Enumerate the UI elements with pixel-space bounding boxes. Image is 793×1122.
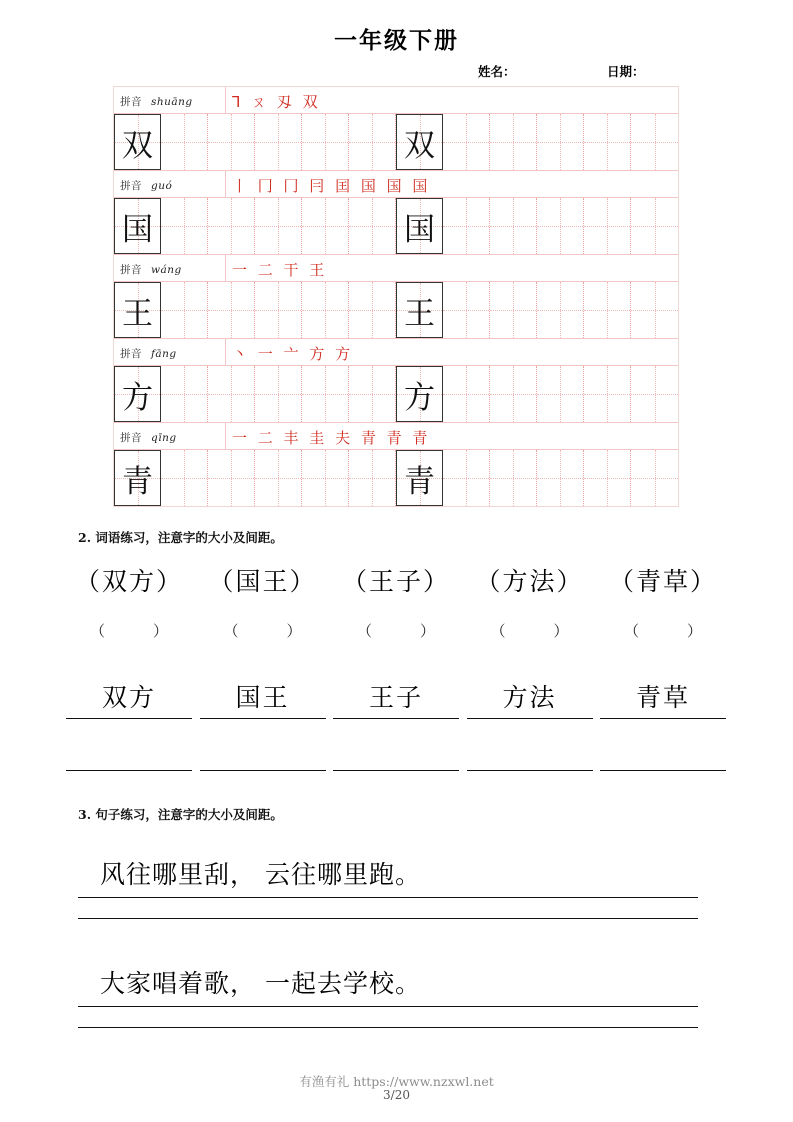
word-write-line[interactable] (467, 760, 593, 771)
model-character: 双 (404, 127, 435, 164)
model-character: 国 (404, 211, 435, 248)
pinyin-label (120, 430, 177, 445)
pinyin-divider (225, 255, 226, 281)
practice-cell[interactable] (490, 114, 537, 170)
section-2-heading: 2. 词语练习，注意字的大小及间距。 (78, 530, 283, 545)
word-write-line[interactable] (66, 760, 192, 771)
practice-cell[interactable] (537, 366, 584, 422)
pinyin-prefix: 拼音 (120, 348, 142, 360)
word-blank-underline-row (66, 760, 726, 771)
practice-cell[interactable] (302, 114, 349, 170)
word-example: （王子） (341, 567, 450, 596)
pinyin-label (120, 94, 193, 109)
writing-cells (114, 198, 678, 254)
paren-close: ） (420, 622, 436, 640)
practice-cell[interactable] (161, 282, 208, 338)
word-example: （双方） (74, 567, 183, 596)
practice-cell[interactable] (584, 198, 631, 254)
name-label: 姓名： (478, 64, 516, 79)
pinyin-value: wáng (151, 264, 182, 276)
pinyin-label (120, 178, 172, 193)
practice-cell[interactable] (631, 450, 678, 506)
practice-cell[interactable] (631, 282, 678, 338)
practice-cell[interactable] (443, 366, 490, 422)
pinyin-row (114, 423, 678, 450)
model-character: 国 (122, 211, 153, 248)
model-character: 王 (404, 295, 435, 332)
practice-cell[interactable] (255, 198, 302, 254)
paren-open: （ (89, 622, 105, 640)
character-practice-sheet (113, 86, 679, 507)
practice-cell[interactable] (255, 366, 302, 422)
practice-cell[interactable] (161, 198, 208, 254)
pinyin-row (114, 87, 678, 114)
word-underlined: 青草 (600, 678, 726, 719)
page-number: 3/20 (383, 1088, 410, 1102)
pinyin-row (114, 255, 678, 282)
practice-cell[interactable] (161, 366, 208, 422)
practice-cell[interactable] (443, 450, 490, 506)
practice-cell[interactable] (349, 198, 396, 254)
paren-open: （ (623, 622, 639, 640)
paren-close: ） (553, 622, 569, 640)
pinyin-prefix: 拼音 (120, 432, 142, 444)
word-example: （国王） (208, 567, 317, 596)
practice-cell[interactable] (302, 450, 349, 506)
model-character: 双 (122, 127, 153, 164)
model-cell[interactable] (114, 366, 161, 422)
practice-cell[interactable] (255, 450, 302, 506)
writing-cells (114, 282, 678, 338)
model-cell[interactable] (114, 198, 161, 254)
model-cell-second[interactable] (396, 198, 443, 254)
meta-row (0, 62, 793, 80)
pinyin-prefix: 拼音 (120, 96, 142, 108)
practice-cell[interactable] (349, 366, 396, 422)
practice-cell[interactable] (537, 282, 584, 338)
practice-cell[interactable] (631, 366, 678, 422)
practice-cell[interactable] (208, 198, 255, 254)
model-character: 王 (122, 295, 153, 332)
paren-close: ） (153, 622, 169, 640)
word-blank-row (66, 620, 726, 641)
watermark: 有渔有礼 https://www.nzxwl.net (299, 1074, 494, 1089)
character-block (114, 87, 678, 171)
pinyin-divider (225, 171, 226, 197)
character-block (114, 171, 678, 255)
model-cell-second[interactable] (396, 114, 443, 170)
stroke-order: ⅂ ㄡ 刄 双 (232, 93, 321, 111)
word-underlined: 国王 (200, 678, 326, 719)
practice-cell[interactable] (349, 282, 396, 338)
practice-cell[interactable] (349, 450, 396, 506)
stroke-order: 丶 一 亠 方 方 (232, 345, 354, 363)
sentence-example: 风往哪里刮， 云往哪里跑。 (78, 855, 698, 898)
model-character: 方 (404, 379, 435, 416)
pinyin-divider (225, 423, 226, 449)
sentence-write-line[interactable] (78, 912, 698, 919)
practice-cell[interactable] (537, 450, 584, 506)
writing-cells (114, 450, 678, 506)
practice-cell[interactable] (302, 366, 349, 422)
stroke-order: 一 二 干 王 (232, 261, 328, 279)
model-cell[interactable] (114, 450, 161, 506)
practice-cell[interactable] (349, 114, 396, 170)
sentence-write-line[interactable] (78, 1021, 698, 1028)
pinyin-prefix: 拼音 (120, 264, 142, 276)
pinyin-divider (225, 87, 226, 113)
section-3-heading: 3. 句子练习，注意字的大小及间距。 (78, 807, 283, 822)
paren-close: ） (687, 622, 703, 640)
word-write-line[interactable] (200, 760, 326, 771)
paren-open: （ (356, 622, 372, 640)
practice-cell[interactable] (302, 282, 349, 338)
paren-close: ） (286, 622, 302, 640)
pinyin-divider (225, 339, 226, 365)
page-title: 一年级下册 (334, 27, 459, 54)
practice-cell[interactable] (584, 366, 631, 422)
character-block (114, 339, 678, 423)
practice-cell[interactable] (537, 198, 584, 254)
practice-cell[interactable] (443, 114, 490, 170)
pinyin-value: qīng (151, 432, 177, 444)
practice-cell[interactable] (490, 366, 537, 422)
practice-cell[interactable] (208, 114, 255, 170)
model-cell[interactable] (114, 282, 161, 338)
writing-cells (114, 366, 678, 422)
stroke-order: 一 二 丰 圭 夫 青 青 青 (232, 429, 431, 447)
word-blank[interactable] (200, 620, 326, 641)
practice-cell[interactable] (443, 198, 490, 254)
pinyin-value: shuāng (151, 96, 193, 108)
practice-cell[interactable] (584, 282, 631, 338)
word-blank[interactable] (333, 620, 459, 641)
practice-cell[interactable] (490, 282, 537, 338)
model-cell-second[interactable] (396, 282, 443, 338)
model-cell-second[interactable] (396, 366, 443, 422)
writing-cells (114, 114, 678, 170)
character-block (114, 255, 678, 339)
pinyin-label (120, 346, 177, 361)
date-label: 日期： (607, 64, 645, 79)
practice-cell[interactable] (584, 450, 631, 506)
word-example: （方法） (475, 567, 584, 596)
practice-cell[interactable] (255, 114, 302, 170)
practice-cell[interactable] (255, 282, 302, 338)
model-character: 方 (122, 379, 153, 416)
practice-cell[interactable] (584, 114, 631, 170)
pinyin-prefix: 拼音 (120, 180, 142, 192)
practice-cell[interactable] (537, 114, 584, 170)
character-block (114, 423, 678, 506)
word-underline-row (66, 678, 726, 719)
model-cell-second[interactable] (396, 450, 443, 506)
stroke-order: 丨 冂 冂 冃 囯 国 国 国 (232, 177, 431, 195)
model-cell[interactable] (114, 114, 161, 170)
model-character: 青 (122, 463, 153, 500)
practice-cell[interactable] (208, 366, 255, 422)
pinyin-value: guó (151, 180, 173, 192)
practice-cell[interactable] (443, 282, 490, 338)
word-underlined: 双方 (66, 678, 192, 719)
practice-cell[interactable] (161, 114, 208, 170)
word-blank[interactable] (467, 620, 593, 641)
practice-cell[interactable] (208, 282, 255, 338)
paren-open: （ (490, 622, 506, 640)
pinyin-row (114, 171, 678, 198)
pinyin-label (120, 262, 182, 277)
word-examples-row (66, 562, 726, 598)
word-blank[interactable] (600, 620, 726, 641)
word-blank[interactable] (66, 620, 192, 641)
word-underlined: 方法 (467, 678, 593, 719)
word-example: （青草） (608, 567, 717, 596)
paren-open: （ (223, 622, 239, 640)
practice-cell[interactable] (161, 450, 208, 506)
word-underlined: 王子 (333, 678, 459, 719)
word-write-line[interactable] (600, 760, 726, 771)
practice-cell[interactable] (631, 198, 678, 254)
practice-cell[interactable] (302, 198, 349, 254)
word-write-line[interactable] (333, 760, 459, 771)
practice-cell[interactable] (208, 450, 255, 506)
model-character: 青 (404, 463, 435, 500)
pinyin-row (114, 339, 678, 366)
sentence-example: 大家唱着歌， 一起去学校。 (78, 964, 698, 1007)
pinyin-value: fāng (151, 348, 177, 360)
practice-cell[interactable] (490, 198, 537, 254)
practice-cell[interactable] (631, 114, 678, 170)
practice-cell[interactable] (490, 450, 537, 506)
